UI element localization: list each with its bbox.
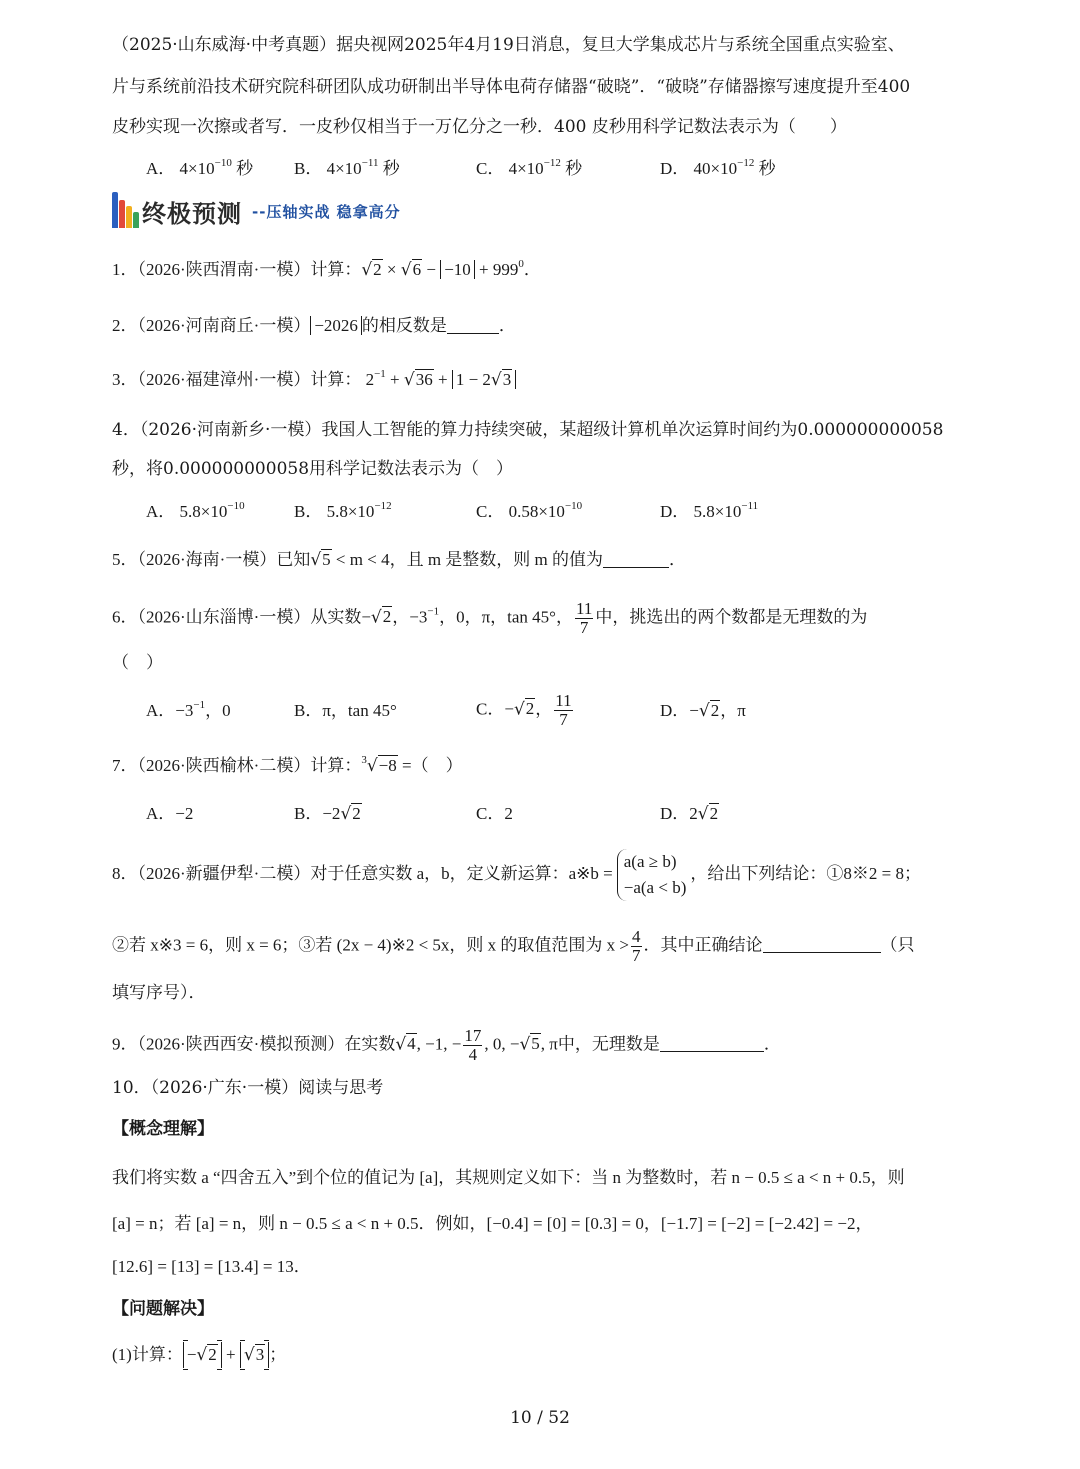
answer-blank xyxy=(603,549,669,568)
q4-option-c: C． $0.58\times 10^{-10}$ xyxy=(476,500,583,521)
section-banner xyxy=(112,188,452,234)
question-9: 9．（2026·陕西西安·模拟预测）在实数√4, −1, − $\frac{17}{4}$ , 0, −√5, π中，无理数是 ． xyxy=(112,1026,781,1064)
concept-paragraph-2: [a] = n；若 [a] = n，则 n − 0.5 ≤ a < n + 0.5．例如，[−0.4] = [0] = [0.3] = 0，[−1.7] = [−2] = [−2.42] = −2， xyxy=(112,1214,873,1233)
question-8: 8．（2026·新疆伊犁·二模）对于任意实数 a，b，定义新运算：a※b = a(a ≥ b) −a(a < b) ，给出下列结论：①8※2 = 8； xyxy=(112,846,921,902)
intro-option-d: D． $40\times 10^{-12}$ 秒 xyxy=(660,157,776,178)
question-8-line-3: 填写序号）． xyxy=(112,983,206,1003)
question-3: 3．（2026·福建漳州·一模）计算： $2^{-1} + √36 + 1 - 2√3$ xyxy=(112,367,516,393)
answer-blank xyxy=(447,315,499,334)
answer-blank xyxy=(763,934,881,953)
question-8-line-2: ②若 x※3 = 6，则 x = 6；③若 (2x − 4)※2 < 5x，则 x 的取值范围为 x > $\frac{4}{7}$ ．其中正确结论 （只 xyxy=(112,927,915,965)
page-number: 10 / 52 xyxy=(510,1408,570,1428)
question-10-part-1: (1)计算： −√2 + √3 ； xyxy=(112,1342,286,1368)
q6-option-d: D．−√2，π xyxy=(660,701,746,721)
q4-option-b: B． $5.8\times 10^{-12}$ xyxy=(294,500,392,521)
intro-line-2: 片与系统前沿技术研究院科研团队成功研制出半导体电荷存储器“破晓”．“破晓”存储器擦写速度提升至400 xyxy=(112,77,911,97)
q6-option-c: C．−√2， $\frac{11}{7}$ xyxy=(476,691,572,729)
banner-subtitle: --压轴实战 稳拿高分 xyxy=(252,203,401,221)
question-4-line-1: 4．（2026·河南新乡·一模）我国人工智能的算力持续突破，某超级计算机单次运算时间约为0.000000000058 xyxy=(112,420,944,440)
question-1: 1．（2026·陕西渭南·一模）计算：$√2 \times √6 - -10 + 999^0$． xyxy=(112,258,541,280)
banner-title: 终极预测 xyxy=(142,200,242,228)
intro-option-a: A． $4\times 10^{-10}$ 秒 xyxy=(146,157,254,178)
question-4-line-2: 秒，将0.000000000058用科学记数法表示为（ ） xyxy=(112,459,514,479)
q4-option-d: D． $5.8\times 10^{-11}$ xyxy=(660,500,759,521)
intro-line-3: 皮秒实现一次擦或者写．一皮秒仅相当于一万亿分之一秒．400 皮秒用科学记数法表示为（ ） xyxy=(112,117,847,137)
q7-option-d: D．2√2 xyxy=(660,804,719,824)
question-7: 7．（2026·陕西榆林·二模）计算：$^3$√−8 =（ ） xyxy=(112,754,463,776)
q6-option-b: B．π，tan 45° xyxy=(294,701,397,720)
question-10-title: 10．（2026·广东·一模）阅读与思考 xyxy=(112,1078,384,1098)
concept-paragraph-1: 我们将实数 a “四舍五入”到个位的值记为 [a]，其规则定义如下：当 n 为整数时，若 n − 0.5 ≤ a < n + 0.5，则 xyxy=(112,1168,905,1187)
intro-option-c: C． $4\times 10^{-12}$ 秒 xyxy=(476,157,583,178)
q7-option-c: C．2 xyxy=(476,804,513,823)
q6-option-a: A．$-3^{-1}$，0 xyxy=(146,699,231,720)
q7-option-a: A．−2 xyxy=(146,804,194,823)
concept-paragraph-3: [12.6] = [13] = [13.4] = 13． xyxy=(112,1257,311,1276)
solve-heading: 【问题解决】 xyxy=(112,1299,214,1319)
question-5: 5．（2026·海南·一模）已知√5 < m < 4，且 m 是整数，则 m 的值为 ． xyxy=(112,550,687,570)
bar-chart-icon xyxy=(112,190,142,228)
q7-option-b: B．−2√2 xyxy=(294,804,361,824)
question-6: 6．（2026·山东淄博·一模）从实数−√2，$-3^{-1}$，0，π，tan 45°， $\frac{11}{7}$ 中，挑选出的两个数都是无理数的为 xyxy=(112,599,868,637)
question-2: 2．（2026·河南商丘·一模） −2026 的相反数是 ． xyxy=(112,316,516,335)
question-6-line-2: （ ） xyxy=(112,653,163,673)
concept-heading: 【概念理解】 xyxy=(112,1119,214,1139)
intro-line-1: （2025·山东威海·中考真题）据央视网2025年4月19日消息，复旦大学集成芯片与系统全国重点实验室、 xyxy=(112,35,905,55)
intro-option-b: B． $4\times 10^{-11}$ 秒 xyxy=(294,157,400,178)
q4-option-a: A． $5.8\times 10^{-10}$ xyxy=(146,500,245,521)
answer-blank xyxy=(660,1033,764,1052)
